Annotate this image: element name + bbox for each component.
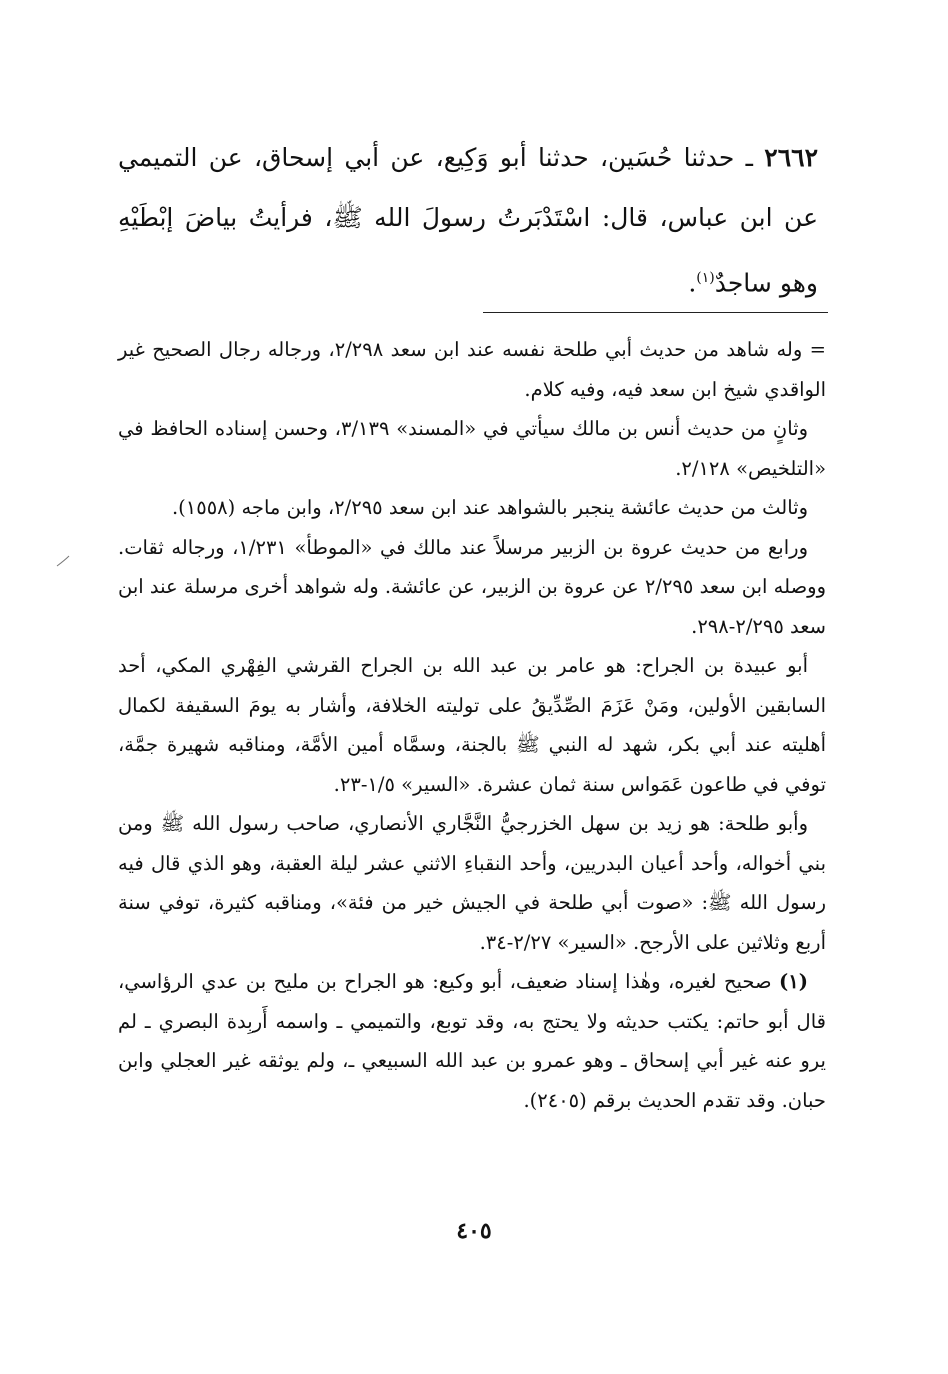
- hadith-body: ـ حدثنا حُسَين، حدثنا أبو وَكِيع، عن أبي إسحاق، عن التميمي عن ابن عباس، قال: اسْتَدْبَرتُ رسولَ الله ﷺ، فرأيتُ بياضَ إبْطَيْهِ وهو ساجدٌ: [118, 143, 818, 298]
- footnote-abu-talha: وأبو طلحة: هو زيد بن سهل الخزرجيُّ النَّجَّاري الأنصاري، صاحب رسول الله ﷺ ومن بني أخواله، وأحد أعيان البدريين، وأحد النقباءِ الاثني عشر ليلة العقبة، وهو الذي قال فيه رسول الله ﷺ: «صوت أبي طلحة في الجيش خير من فئة»، ومناقبه كثيرة، توفي سنة أربع وثلاثين على الأرجح. «السير» ٢/٢٧-٣٤.: [118, 812, 826, 954]
- margin-pen-mark: [56, 555, 70, 567]
- hadith-end: .: [688, 268, 697, 298]
- footnote-1-text: صحيح لغيره، وهٰذا إسناد ضعيف، أبو وكيع: هو الجراح بن مليح بن عدي الرؤاسي، قال أبو حاتم: يكتب حديثه ولا يحتج به، وقد توبع، والتميمي ـ واسمه أَربِدة البصري ـ لم يرو عنه غير أبي إسحاق ـ وهو عمرو بن عبد الله السبيعي ـ، ولم يوثقه غير العجلي وابن حبان. وقد تقدم الحديث برقم (٢٤٠٥).: [118, 970, 826, 1112]
- page-number: ٤٠٥: [456, 1218, 492, 1244]
- footnote-second-witness: وثانٍ من حديث أنس بن مالك سيأتي في «المسند» ٣/١٣٩، وحسن إسناده الحافظ في «التلخيص» ٢/١٢٨.: [118, 417, 826, 480]
- footnote-reference: (١): [696, 270, 715, 286]
- footnote-1-number: (١): [779, 970, 808, 993]
- footnote-1: [118, 962, 826, 1120]
- footnote-abu-ubayda: أبو عبيدة بن الجراح: هو عامر بن عبد الله بن الجراح القرشي الفِهْري المكي، أحد السابقين الأولين، ومَنْ عَزَمَ الصِّدِّيقُ على توليته الخلافة، وأشار به يومَ السقيفة لكمال أهليته عند أبي بكر، شهد له النبي ﷺ بالجنة، وسمَّاه أمين الأمَّة، ومناقبه شهيرة جمَّة، توفي في طاعون عَمَواس سنة ثمان عشرة. «السير» ١/٥-٢٣.: [118, 654, 826, 796]
- footnotes: [118, 330, 826, 1120]
- hadith-text: [118, 128, 818, 313]
- footnote-separator: [483, 312, 828, 313]
- footnote-fourth-witness: ورابع من حديث عروة بن الزبير مرسلاً عند مالك في «الموطأ» ١/٢٣١، ورجاله ثقات. ووصله ابن سعد ٢/٢٩٥ عن عروة بن الزبير، عن عائشة. وله شواهد أخرى مرسلة عند ابن سعد ٢/٢٩٥-٢٩٨.: [118, 535, 826, 638]
- footnote-continuation: = وله شاهد من حديث أبي طلحة نفسه عند ابن سعد ٢/٢٩٨، ورجاله رجال الصحيح غير الواقدي شيخ ابن سعد فيه، وفيه كلام.: [118, 338, 826, 401]
- footnote-third-witness: وثالث من حديث عائشة ينجبر بالشواهد عند ابن سعد ٢/٢٩٥، وابن ماجه (١٥٥٨).: [171, 496, 808, 519]
- hadith-number: ٢٦٦٢: [764, 143, 818, 172]
